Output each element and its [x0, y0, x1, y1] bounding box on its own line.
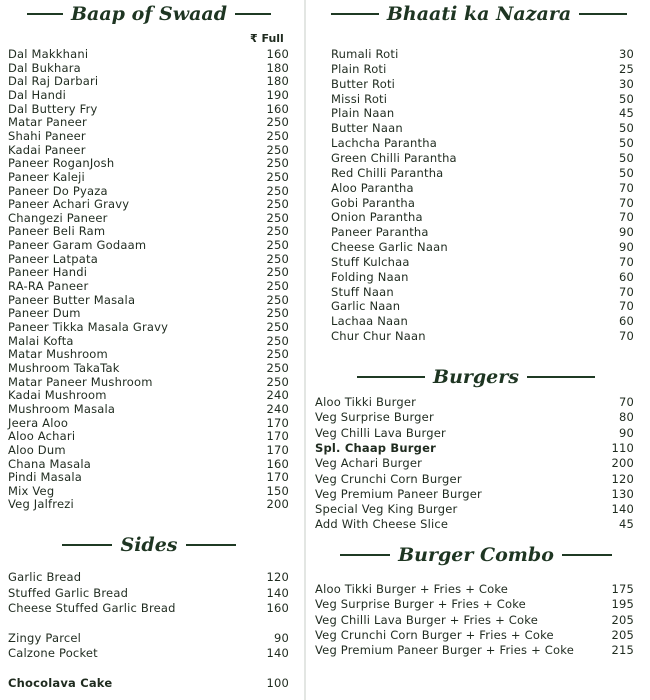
menu-item-name: Kadai Paneer — [8, 142, 86, 157]
menu-item-row — [8, 211, 289, 225]
menu-item-row — [315, 517, 634, 531]
menu-item-name: Dal Buttery Fry — [8, 101, 98, 116]
menu-item-row — [331, 92, 634, 106]
menu-item-price: 250 — [266, 374, 289, 389]
menu-item-row — [315, 643, 634, 657]
menu-item-name: Veg Premium Paneer Burger + Fries + Coke — [315, 643, 574, 658]
menu-item-price: 200 — [611, 456, 634, 471]
menu-item-name: Veg Achari Burger — [315, 456, 423, 471]
menu-item-price: 140 — [611, 502, 634, 517]
menu-item-name: Paneer Garam Godaam — [8, 238, 147, 253]
menu-item-price: 240 — [266, 401, 289, 416]
menu-item-row — [8, 88, 289, 102]
menu-item-row — [8, 61, 289, 75]
combo-section-title — [316, 543, 636, 567]
menu-item-name: Chana Masala — [8, 456, 92, 471]
menu-item-price: 250 — [266, 128, 289, 143]
menu-item-row — [8, 484, 289, 498]
menu-item-price: 70 — [618, 329, 634, 344]
menu-item-row — [315, 410, 634, 424]
menu-item-row — [8, 143, 289, 157]
menu-item-row — [8, 293, 289, 307]
burgers-section-title — [316, 365, 636, 389]
menu-item-name: Dal Handi — [8, 87, 67, 102]
menu-item-name: Stuff Naan — [331, 284, 394, 299]
menu-item-row — [8, 402, 289, 416]
menu-item-price: 250 — [266, 238, 289, 253]
menu-item-price: 215 — [611, 643, 634, 658]
menu-item-row — [8, 47, 289, 61]
baap-section-title — [8, 2, 290, 26]
menu-item-price: 170 — [266, 470, 289, 485]
menu-item-price: 180 — [266, 74, 289, 89]
menu-item-name: Paneer Dum — [8, 306, 81, 321]
menu-item-row — [8, 347, 289, 361]
menu-item-name: Cheese Garlic Naan — [331, 240, 448, 255]
menu-item-price: 70 — [618, 284, 634, 299]
menu-item-row — [331, 47, 634, 61]
menu-item-name: Paneer Achari Gravy — [8, 197, 130, 212]
menu-item-price: 50 — [618, 165, 634, 180]
title-rule-left — [27, 13, 63, 15]
menu-item-price: 250 — [266, 197, 289, 212]
menu-item-price: 80 — [618, 410, 634, 425]
menu-item-price: 250 — [266, 320, 289, 334]
menu-item-row — [8, 334, 289, 348]
menu-item-price: 250 — [266, 183, 289, 198]
title-rule-right — [527, 376, 595, 378]
menu-item-name: Dal Bukhara — [8, 60, 81, 75]
menu-item-row — [331, 136, 634, 150]
menu-item-row — [8, 184, 289, 198]
menu-item-row — [331, 62, 634, 76]
menu-item-name: Green Chilli Parantha — [331, 150, 457, 165]
menu-item-name: Aloo Tikki Burger — [315, 395, 417, 409]
menu-item-name: Aloo Achari — [8, 429, 76, 444]
menu-item-price: 250 — [266, 251, 289, 266]
menu-item-price: 205 — [611, 612, 634, 627]
menu-item-price: 50 — [618, 136, 634, 151]
menu-item-row — [331, 314, 634, 328]
menu-item-price: 90 — [618, 225, 634, 240]
menu-item-price: 170 — [266, 429, 289, 444]
menu-item-row — [315, 395, 634, 409]
menu-item-row — [315, 472, 634, 486]
menu-item-price: 70 — [618, 180, 634, 195]
menu-item-name: Paneer RoganJosh — [8, 156, 115, 171]
menu-item-row — [315, 613, 634, 627]
menu-item-name: Spl. Chaap Burger — [315, 440, 436, 455]
menu-item-name: Missi Roti — [331, 91, 388, 106]
menu-item-row — [8, 102, 289, 116]
menu-item-price: 160 — [266, 456, 289, 471]
title-rule-right — [579, 13, 627, 15]
menu-item-name: RA-RA Paneer — [8, 279, 89, 294]
menu-item-row — [8, 375, 289, 389]
menu-item-name: Shahi Paneer — [8, 128, 86, 143]
menu-item-row — [331, 270, 634, 284]
menu-item-name: Dal Makkhani — [8, 47, 89, 61]
title-rule-left — [62, 544, 112, 546]
title-rule-right — [235, 13, 271, 15]
menu-item-name: Butter Roti — [331, 76, 396, 91]
menu-item-price: 175 — [611, 582, 634, 596]
menu-item-name: Veg Surprise Burger — [315, 410, 434, 425]
menu-item-row — [8, 429, 289, 443]
menu-item-name: Zingy Parcel — [8, 630, 82, 645]
menu-item-price: 90 — [273, 630, 289, 645]
menu-item-row — [8, 156, 289, 170]
menu-item-price: 250 — [266, 292, 289, 307]
menu-item-price: 250 — [266, 347, 289, 362]
menu-item-row — [8, 224, 289, 238]
menu-item-row — [331, 285, 634, 299]
menu-item-price: 160 — [266, 601, 289, 616]
menu-item-name: Veg Crunchi Corn Burger + Fries + Coke — [315, 627, 554, 642]
menu-item-name: Gobi Parantha — [331, 195, 416, 210]
menu-item-price: 170 — [266, 442, 289, 457]
menu-item-name: Aloo Parantha — [331, 180, 414, 195]
menu-item-price: 120 — [611, 471, 634, 486]
menu-item-name: Aloo Tikki Burger + Fries + Coke — [315, 582, 509, 596]
menu-item-price: 250 — [266, 333, 289, 348]
menu-item-row — [331, 121, 634, 135]
menu-item-row — [8, 470, 289, 484]
menu-item-name: Paneer Butter Masala — [8, 292, 136, 307]
menu-item-row — [8, 601, 289, 615]
menu-item-price: 250 — [266, 169, 289, 184]
menu-item-price: 70 — [618, 195, 634, 210]
menu-item-row — [8, 115, 289, 129]
menu-item-name: Dal Raj Darbari — [8, 74, 99, 89]
menu-item-row — [8, 265, 289, 279]
menu-item-name: Aloo Dum — [8, 442, 66, 457]
menu-item-row — [8, 457, 289, 471]
menu-item-price: 250 — [266, 279, 289, 294]
menu-item-row — [315, 487, 634, 501]
menu-item-name: Chocolava Cake — [8, 676, 113, 690]
section-title-text: Burger Combo — [398, 544, 554, 566]
menu-item-row — [8, 170, 289, 184]
menu-item-name: Matar Mushroom — [8, 347, 108, 362]
bhaati-section-title — [326, 2, 632, 26]
sides-section-title — [8, 533, 290, 557]
menu-item-row — [331, 210, 634, 224]
menu-item-price: 45 — [618, 517, 634, 532]
menu-item-row — [8, 416, 289, 430]
menu-item-row — [331, 151, 634, 165]
menu-item-price: 110 — [611, 440, 634, 455]
menu-item-row — [8, 676, 289, 690]
menu-item-price: 180 — [266, 60, 289, 75]
menu-item-price: 250 — [266, 156, 289, 171]
menu-item-name: Garlic Naan — [331, 299, 401, 314]
menu-item-name: Mushroom TakaTak — [8, 360, 120, 375]
menu-item-row — [8, 306, 289, 320]
menu-item-row — [8, 388, 289, 402]
menu-item-name: Changezi Paneer — [8, 210, 108, 225]
menu-item-price: 25 — [618, 61, 634, 76]
menu-item-row — [8, 197, 289, 211]
menu-item-price: 30 — [618, 76, 634, 91]
menu-item-price: 45 — [618, 106, 634, 121]
menu-item-row — [315, 426, 634, 440]
menu-item-row — [331, 166, 634, 180]
menu-item-price: 160 — [266, 47, 289, 61]
menu-item-name: Plain Naan — [331, 106, 395, 121]
menu-item-row — [331, 299, 634, 313]
menu-item-row — [8, 279, 289, 293]
menu-item-price: 90 — [618, 240, 634, 255]
menu-item-price: 120 — [266, 570, 289, 584]
menu-item-price: 60 — [618, 269, 634, 284]
menu-item-name: Veg Crunchi Corn Burger — [315, 471, 462, 486]
title-rule-left — [331, 13, 379, 15]
menu-item-name: Garlic Bread — [8, 570, 82, 584]
menu-item-price: 70 — [618, 299, 634, 314]
menu-item-price: 240 — [266, 388, 289, 403]
menu-item-name: Red Chilli Parantha — [331, 165, 444, 180]
menu-item-name: Veg Chilli Lava Burger — [315, 425, 446, 440]
menu-item-price: 130 — [611, 486, 634, 501]
menu-item-row — [331, 225, 634, 239]
menu-item-name: Pindi Masala — [8, 470, 82, 485]
menu-item-price: 60 — [618, 314, 634, 329]
menu-item-row — [315, 456, 634, 470]
menu-item-name: Calzone Pocket — [8, 646, 98, 661]
menu-item-name: Veg Chilli Lava Burger + Fries + Coke — [315, 612, 538, 627]
section-title-text: Burgers — [433, 366, 519, 388]
menu-item-row — [8, 361, 289, 375]
menu-item-name: Lachcha Parantha — [331, 136, 437, 151]
menu-item-price: 70 — [618, 395, 634, 409]
menu-item-name: Paneer Tikka Masala Gravy — [8, 320, 169, 334]
menu-item-name: Butter Naan — [331, 121, 403, 136]
menu-item-price: 70 — [618, 254, 634, 269]
menu-item-price: 70 — [618, 210, 634, 225]
title-rule-right — [186, 544, 236, 546]
menu-item-name: Onion Parantha — [331, 210, 423, 225]
menu-item-row — [8, 631, 289, 645]
menu-item-name: Paneer Beli Ram — [8, 224, 106, 239]
menu-item-row — [315, 597, 634, 611]
menu-item-price: 250 — [266, 360, 289, 375]
price-column-header: ₹ Full — [250, 32, 284, 45]
menu-item-name: Matar Paneer — [8, 115, 87, 130]
menu-item-name: Veg Jalfrezi — [8, 497, 74, 512]
menu-item-name: Mix Veg — [8, 483, 55, 498]
menu-item-row — [331, 255, 634, 269]
menu-item-row — [8, 497, 289, 511]
menu-item-price: 195 — [611, 597, 634, 612]
section-title-text: Bhaati ka Nazara — [386, 3, 572, 25]
menu-item-row — [8, 646, 289, 660]
menu-item-name: Paneer Handi — [8, 265, 88, 280]
menu-item-row — [331, 196, 634, 210]
menu-item-price: 140 — [266, 585, 289, 600]
menu-item-price: 250 — [266, 210, 289, 225]
menu-item-row — [315, 502, 634, 516]
menu-item-row — [8, 238, 289, 252]
menu-item-row — [331, 77, 634, 91]
menu-item-name: Paneer Latpata — [8, 251, 98, 266]
menu-item-name: Lachaa Naan — [331, 314, 409, 329]
menu-item-price: 90 — [618, 425, 634, 440]
menu-item-price: 205 — [611, 627, 634, 642]
menu-item-price: 30 — [618, 47, 634, 61]
menu-item-row — [8, 570, 289, 584]
menu-item-name: Paneer Do Pyaza — [8, 183, 108, 198]
menu-item-price: 150 — [266, 483, 289, 498]
title-rule-right — [562, 554, 612, 556]
menu-item-row — [8, 443, 289, 457]
menu-item-price: 50 — [618, 150, 634, 165]
menu-item-row — [331, 329, 634, 343]
menu-item-name: Plain Roti — [331, 61, 387, 76]
title-rule-left — [357, 376, 425, 378]
section-title-text: Baap of Swaad — [70, 3, 228, 25]
title-rule-left — [340, 554, 390, 556]
menu-item-price: 250 — [266, 306, 289, 321]
menu-item-row — [331, 106, 634, 120]
column-divider — [304, 0, 306, 700]
menu-item-price: 140 — [266, 646, 289, 661]
menu-item-price: 160 — [266, 101, 289, 116]
menu-item-name: Stuff Kulchaa — [331, 254, 410, 269]
menu-item-price: 190 — [266, 87, 289, 102]
menu-item-row — [315, 441, 634, 455]
section-title-text: Sides — [120, 534, 178, 556]
menu-item-row — [331, 240, 634, 254]
menu-item-price: 100 — [266, 676, 289, 690]
menu-item-name: Cheese Stuffed Garlic Bread — [8, 601, 176, 616]
menu-item-name: Mushroom Masala — [8, 401, 116, 416]
menu-item-name: Folding Naan — [331, 269, 409, 284]
menu-item-price: 250 — [266, 142, 289, 157]
menu-item-row — [8, 586, 289, 600]
menu-item-name: Matar Paneer Mushroom — [8, 374, 153, 389]
menu-item-name: Jeera Aloo — [8, 415, 69, 430]
menu-item-name: Malai Kofta — [8, 333, 74, 348]
menu-item-name: Add With Cheese Slice — [315, 517, 449, 532]
menu-item-row — [315, 582, 634, 596]
menu-item-price: 50 — [618, 121, 634, 136]
menu-item-row — [315, 628, 634, 642]
menu-item-name: Paneer Kaleji — [8, 169, 85, 184]
menu-item-name: Veg Premium Paneer Burger — [315, 486, 482, 501]
menu-item-price: 50 — [618, 91, 634, 106]
menu-item-name: Chur Chur Naan — [331, 329, 426, 344]
menu-item-name: Kadai Mushroom — [8, 388, 107, 403]
menu-item-row — [8, 252, 289, 266]
menu-item-price: 170 — [266, 415, 289, 430]
menu-item-row — [8, 74, 289, 88]
menu-item-price: 250 — [266, 224, 289, 239]
menu-item-name: Special Veg King Burger — [315, 502, 458, 517]
menu-item-name: Paneer Parantha — [331, 225, 429, 240]
menu-item-name: Rumali Roti — [331, 47, 399, 61]
menu-item-row — [8, 320, 289, 334]
menu-item-price: 200 — [266, 497, 289, 512]
menu-item-name: Stuffed Garlic Bread — [8, 585, 129, 600]
menu-item-price: 250 — [266, 265, 289, 280]
menu-item-row — [8, 129, 289, 143]
menu-item-name: Veg Surprise Burger + Fries + Coke — [315, 597, 526, 612]
menu-item-price: 250 — [266, 115, 289, 130]
menu-item-row — [331, 181, 634, 195]
